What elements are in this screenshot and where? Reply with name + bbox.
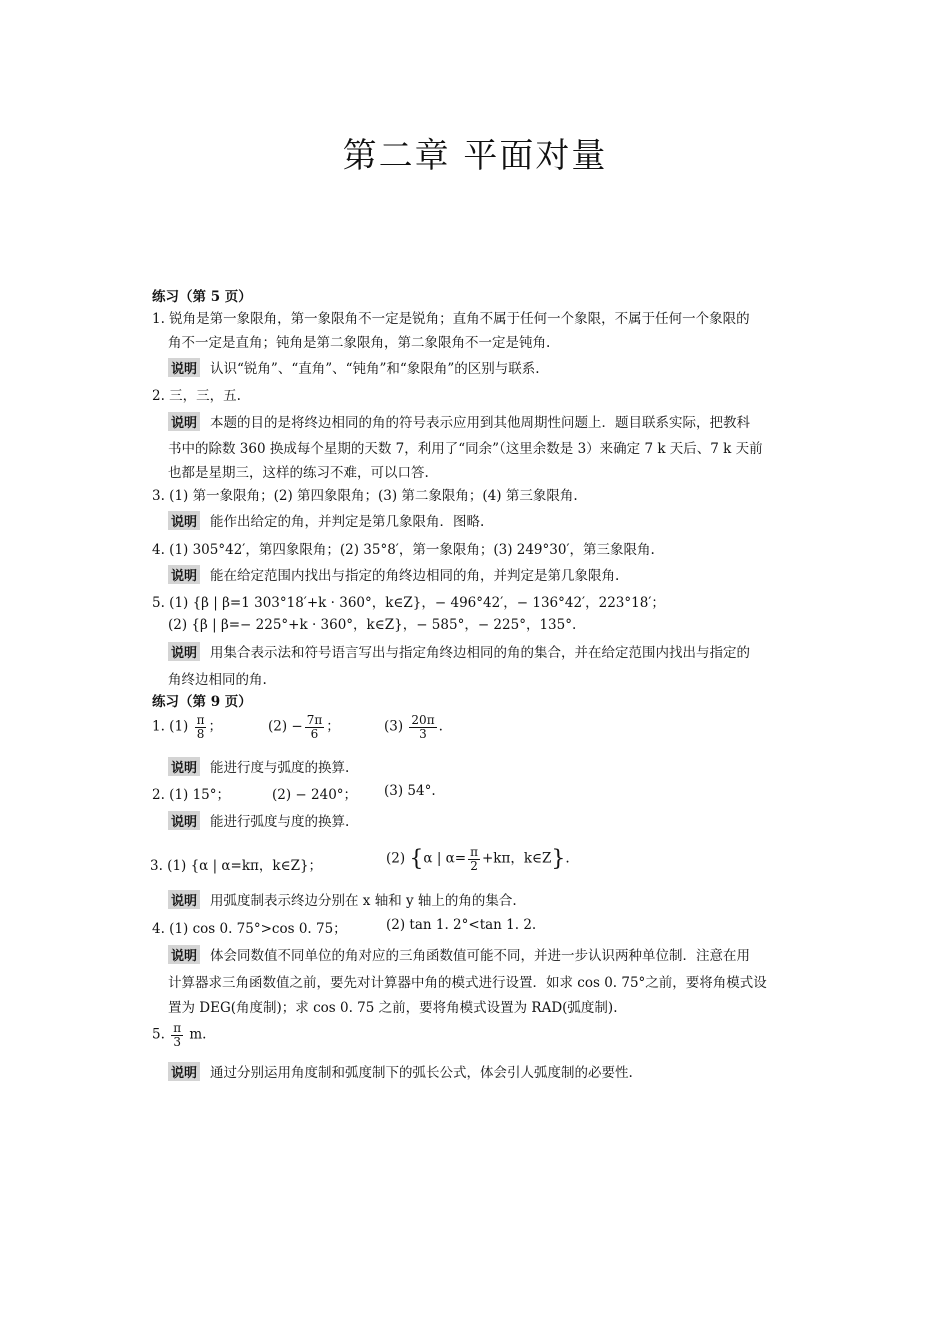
answer-line: 4. (1) cos 0. 75°>cos 0. 75； [152, 921, 347, 937]
fraction: $\frac{\pi}{2}$ [470, 845, 478, 873]
answer-line: (2) tan 1. 2°<tan 1. 2. [386, 917, 537, 933]
note-line: 书中的除数 360 换成每个星期的天数 7，利用了“同余”（这里余数是 3）来确定 7 k 天后、7 k 天前 [168, 441, 763, 457]
note-tag: 说明 [168, 945, 200, 964]
note-text: 体会同数值不同单位的角对应的三角函数值可能不同，并进一步认识两种单位制．注意在用 [210, 948, 751, 964]
note-text: 能作出给定的角，并判定是第几象限角．图略. [210, 514, 485, 530]
note-tag: 说明 [168, 358, 200, 377]
note-text: 本题的目的是将终边相同的角的符号表示应用到其他周期性问题上．题目联系实际，把教科 [210, 415, 751, 431]
note-line: 也都是星期三，这样的练习不难，可以口答. [168, 465, 429, 481]
note-tag: 说明 [168, 811, 200, 830]
note-text: 通过分别运用角度制和弧度制下的弧长公式，体会引人弧度制的必要性. [210, 1065, 633, 1081]
answer-line: 1. (1) $\frac{\pi}{8}$ ； [152, 713, 222, 741]
answer-line: 2. (1) 15°； [152, 787, 231, 803]
answer-line: 2. 三，三，五. [152, 388, 241, 404]
note-text: 能进行弧度与度的换算. [210, 814, 350, 830]
note-tag: 说明 [168, 757, 200, 776]
note-text: 用集合表示法和符号语言写出与指定角终边相同的角的集合，并在给定范围内找出与指定的 [210, 645, 751, 661]
answer-line: (2) {β | β=− 225°+k · 360°，k∈Z}，− 585°，− 225°，135°. [168, 617, 577, 633]
answer-line: 3. (1) {α | α=kπ，k∈Z}； [150, 858, 323, 874]
note-tag: 说明 [168, 565, 200, 584]
note-line [168, 810, 349, 830]
answer-line: 4. (1) 305°42′，第四象限角；(2) 35°8′，第一象限角；(3) 249°30′，第三象限角. [152, 542, 655, 558]
note-line [168, 944, 750, 964]
note-line [168, 411, 750, 431]
item-label: 1. (1) [152, 718, 189, 735]
note-text: 用弧度制表示终边分别在 x 轴和 y 轴上的角的集合. [210, 893, 517, 909]
fraction: $\frac{\pi}{8}$ [196, 713, 205, 741]
note-line [168, 641, 750, 661]
answer-line: (2) {α | α= $\frac{\pi}{2}$ +kπ，k∈Z}. [386, 845, 570, 873]
fraction: $\frac{\pi}{3}$ [173, 1021, 182, 1049]
chapter-title: 第二章 平面对量 [342, 136, 608, 176]
note-line [168, 756, 349, 776]
note-tag: 说明 [168, 642, 200, 661]
note-line [168, 510, 484, 530]
note-line [168, 564, 619, 584]
answer-line: 角不一定是直角；钝角是第二象限角，第二象限角不一定是钝角. [168, 335, 551, 351]
answer-line: (2) − $\frac{7\pi}{6}$ ； [268, 713, 340, 741]
answer-line: 1. 锐角是第一象限角，第一象限角不一定是锐角；直角不属于任何一个象限，不属于任何一个象限的 [152, 311, 750, 327]
answer-line: (2) − 240°； [272, 787, 358, 803]
note-tag: 说明 [168, 1062, 200, 1081]
note-tag: 说明 [168, 412, 200, 431]
note-line: 计算器求三角函数值之前，要先对计算器中角的模式进行设置．如求 cos 0. 75°之前，要将角模式设 [168, 975, 767, 991]
note-text: 能在给定范围内找出与指定的角终边相同的角，并判定是第几象限角. [210, 568, 620, 584]
answer-line: 5. $\frac{\pi}{3}$ m. [152, 1021, 207, 1049]
answer-line: 5. (1) {β | β=1 303°18′+k · 360°，k∈Z}，− 496°42′，− 136°42′，223°18′； [152, 595, 665, 611]
note-line: 角终边相同的角. [168, 672, 267, 688]
note-line [168, 357, 540, 377]
exercise-heading: 练习（第 9 页） [152, 694, 252, 710]
answer-line: (3) 54°. [384, 783, 436, 799]
note-text: 认识“锐角”、“直角”、“钝角”和“象限角”的区别与联系. [210, 361, 540, 377]
note-line [168, 889, 517, 909]
note-line [168, 1061, 633, 1081]
answer-line: 3. (1) 第一象限角；(2) 第四象限角；(3) 第二象限角；(4) 第三象限角. [152, 488, 578, 504]
exercise-heading: 练习（第 5 页） [152, 289, 252, 305]
fraction: $\frac{7\pi}{6}$ [306, 713, 323, 741]
note-line: 置为 DEG(角度制)；求 cos 0. 75 之前，要将角模式设置为 RAD(弧度制). [168, 1000, 618, 1016]
note-text: 能进行度与弧度的换算. [210, 760, 350, 776]
answer-line: (3) $\frac{20\pi}{3}$ . [384, 713, 443, 741]
fraction: $\frac{20\pi}{3}$ [411, 713, 435, 741]
note-tag: 说明 [168, 511, 200, 530]
note-tag: 说明 [168, 890, 200, 909]
